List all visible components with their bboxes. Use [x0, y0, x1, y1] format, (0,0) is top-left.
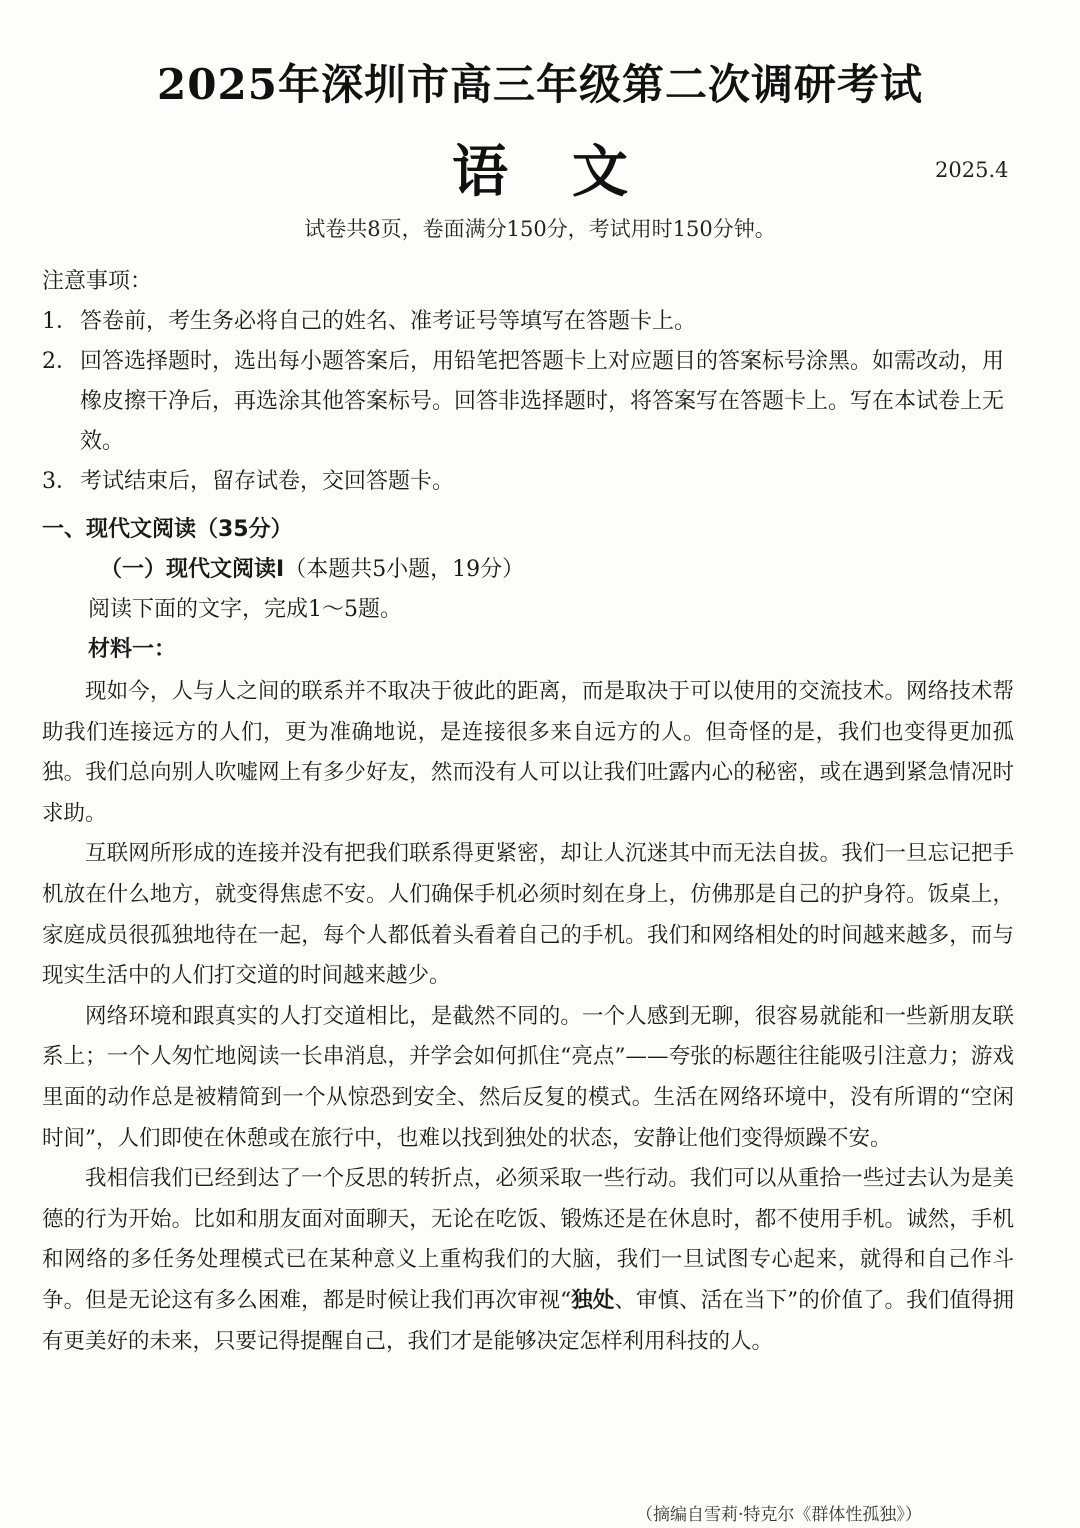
exam-date: 2025.4	[935, 158, 1009, 182]
paragraph: 网络环境和跟真实的人打交道相比，是截然不同的。一个人感到无聊，很容易就能和一些新朋友联系上；一个人匆忙地阅读一长串消息，并学会如何抓住“亮点”——夸张的标题往往能吸引注意力；游戏里面的动作总是被精简到一个从惊恐到安全、然后反复的模式。生活在网络环境中，没有所谓的“空闲时间”，人们即使在休憩或在旅行中，也难以找到独处的状态，安静让他们变得烦躁不安。	[42, 1003, 1014, 1151]
paragraph-last	[42, 1159, 1014, 1362]
note-item	[42, 342, 1012, 462]
note-item	[42, 462, 1012, 502]
material-label: 材料一：	[88, 637, 177, 662]
section-modern-reading	[42, 510, 1022, 670]
subsection-title-bold: （一）现代文阅读Ⅰ	[100, 557, 285, 582]
subject-char-1: 语	[452, 140, 508, 205]
subsection-title-detail: （本题共5小题，19分）	[284, 557, 525, 582]
subject-title	[0, 128, 1080, 208]
subject-char-2: 文	[572, 140, 628, 205]
subsection-title	[42, 550, 1022, 590]
notes-heading: 注意事项：	[42, 269, 153, 294]
note-text: 考试结束后，留存试卷，交回答题卡。	[80, 469, 455, 494]
note-item	[42, 302, 1012, 342]
source-citation: （摘编自雪莉·特克尔《群体性孤独》）	[636, 1505, 922, 1525]
exam-title: 2025年深圳市高三年级第二次调研考试	[157, 60, 923, 109]
paragraph: 互联网所形成的连接并没有把我们联系得更紧密，却让人沉迷其中而无法自拔。我们一旦忘记把手机放在什么地方，就变得焦虑不安。人们确保手机必须时刻在身上，仿佛那是自己的护身符。饭桌上，家庭成员很孤独地待在一起，每个人都低着头看着自己的手机。我们和网络相处的时间越来越多，而与现实生活中的人们打交道的时间越来越少。	[42, 841, 1014, 989]
paragraph-part: 我相信我们已经到达了一个反思的转折点，必须采取一些行动。我们可以从重拾一些过去认为是美德的行为开始。比如和朋友面对面聊天，无论在吃饭、锻炼还是在休息时，都不使用手机。诚然，手机和网络的多任务处理模式已在某种意义上重构我们的大脑，我们一旦试图专心起来，就得和自己作斗争。但是无论这有多么困难，都是时候让我们再次审视“	[42, 1166, 1014, 1313]
note-number: 2．	[42, 349, 78, 374]
paragraph: 现如今，人与人之间的联系并不取决于彼此的距离，而是取决于可以使用的交流技术。网络技术帮助我们连接远方的人们，更为准确地说，是连接很多来自远方的人。但奇怪的是，我们也变得更加孤独。我们总向别人吹嘘网上有多少好友，然而没有人可以让我们吐露内心的秘密，或在遇到紧急情况时求助。	[42, 679, 1014, 826]
emphasis-text: 独处	[571, 1287, 615, 1313]
paragraph-part: 、审慎、活在当下”的价值了。我们值得拥有更美好的未来，只要记得提醒自己，我们才是能够决定怎样利用科技的人。	[42, 1287, 1014, 1354]
exam-info: 试卷共8页，卷面满分150分，考试用时150分钟。	[304, 217, 776, 241]
notes-block	[42, 262, 1012, 502]
material-one-text	[42, 672, 1014, 1362]
note-text: 答卷前，考生务必将自己的姓名、准考证号等填写在答题卡上。	[80, 309, 697, 334]
note-text: 回答选择题时，选出每小题答案后，用铅笔把答题卡上对应题目的答案标号涂黑。如需改动，用橡皮擦干净后，再选涂其他答案标号。回答非选择题时，将答案写在答题卡上。写在本试卷上无效。	[80, 349, 1005, 454]
reading-instruction: 阅读下面的文字，完成1～5题。	[88, 597, 402, 622]
note-number: 3．	[42, 469, 78, 494]
note-number: 1．	[42, 309, 78, 334]
section-title: 一、现代文阅读（35分）	[42, 517, 293, 542]
